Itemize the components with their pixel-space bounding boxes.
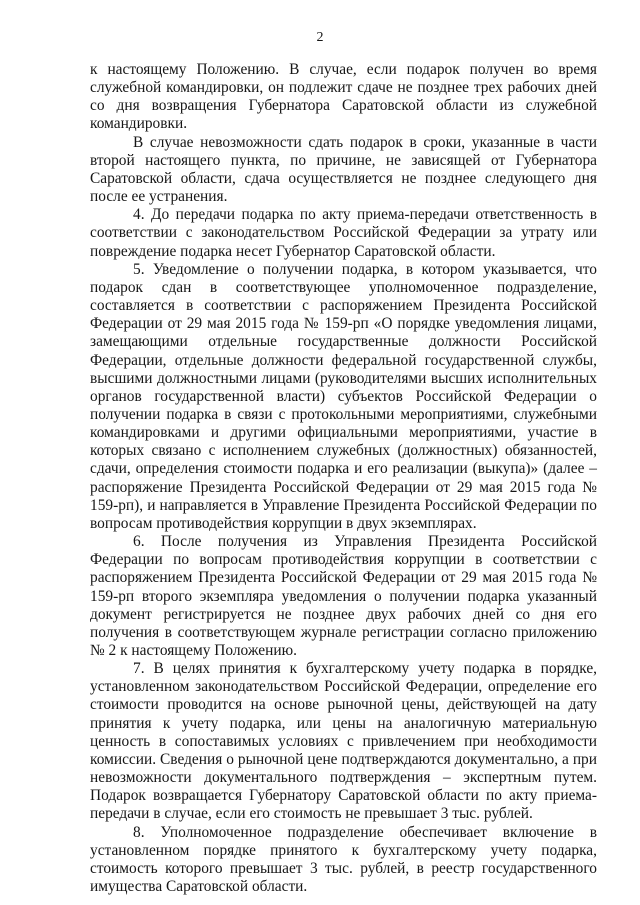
- paragraph-item-4: 4. До передачи подарка по акту приема-передачи ответственность в соответствии с законодательством Российской Федерации за утрату или повреждение подарка несет Губернатор Саратовской области.: [90, 206, 597, 260]
- page-number: 2: [316, 30, 324, 45]
- paragraph-item-7: 7. В целях принятия к бухгалтерскому учету подарка в порядке, установленном законодательством Российской Федерации, определение его стоимости проводится на основе рыночной цены, действующей на дату принятия к учету подарка, или цены на аналогичную материальную ценность в сопоставимых условиях с привлечением при необходимости комиссии. Сведения о рыночной цене подтверждаются документально, а при невозможности документального подтверждения – экспертным путем. Подарок возвращается Губернатору Саратовской области по акту приема-передачи в случае, если его стоимость не превышает 3 тыс. рублей.: [90, 660, 597, 823]
- paragraph-item-8: 8. Уполномоченное подразделение обеспечивает включение в установленном порядке принятого к бухгалтерскому учету подарка, стоимость которого превышает 3 тыс. рублей, в реестр государственного имущества Саратовской области.: [90, 823, 597, 896]
- paragraph-item-5: 5. Уведомление о получении подарка, в котором указывается, что подарок сдан в соответствующее уполномоченное подразделение, составляется в соответствии с распоряжением Президента Российской Федерации от 29 мая 2015 года № 159-рп «О порядке уведомления лицами, замещающими отдельные государственные должности Российской Федерации, отдельные должности федеральной государственной службы, высшими должностными лицами (руководителями высших исполнительных органов государственной власти) субъектов Российской Федерации о получении подарка в связи с протокольными мероприятиями, служебными командировками и другими официальными мероприятиями, участие в которых связано с исполнением служебных (должностных) обязанностей, сдачи, определения стоимости подарка и его реализации (выкупа)» (далее – распоряжение Президента Российской Федерации от 29 мая 2015 года № 159-рп), и направляется в Управление Президента Российской Федерации по вопросам противодействия коррупции в двух экземплярах.: [90, 260, 597, 532]
- paragraph-item-6: 6. После получения из Управления Президента Российской Федерации по вопросам противодействия коррупции в соответствии с распоряжением Президента Российской Федерации от 29 мая 2015 года № 159-рп второго экземпляра уведомления о получении подарка указанный документ регистрируется не позднее двух рабочих дней со дня его получения в соответствующем журнале регистрации согласно приложению № 2 к настоящему Положению.: [90, 533, 597, 659]
- document-body: [90, 61, 597, 896]
- paragraph-continuation: к настоящему Положению. В случае, если подарок получен во время служебной командировки, он подлежит сдаче не позднее трех рабочих дней со дня возвращения Губернатора Саратовской области из служебной командировки.: [90, 61, 597, 133]
- paragraph-deadline-impossibility: В случае невозможности сдать подарок в сроки, указанные в части второй настоящего пункта, по причине, не зависящей от Губернатора Саратовской области, сдача осуществляется не позднее следующего дня после ее устранения.: [90, 133, 597, 206]
